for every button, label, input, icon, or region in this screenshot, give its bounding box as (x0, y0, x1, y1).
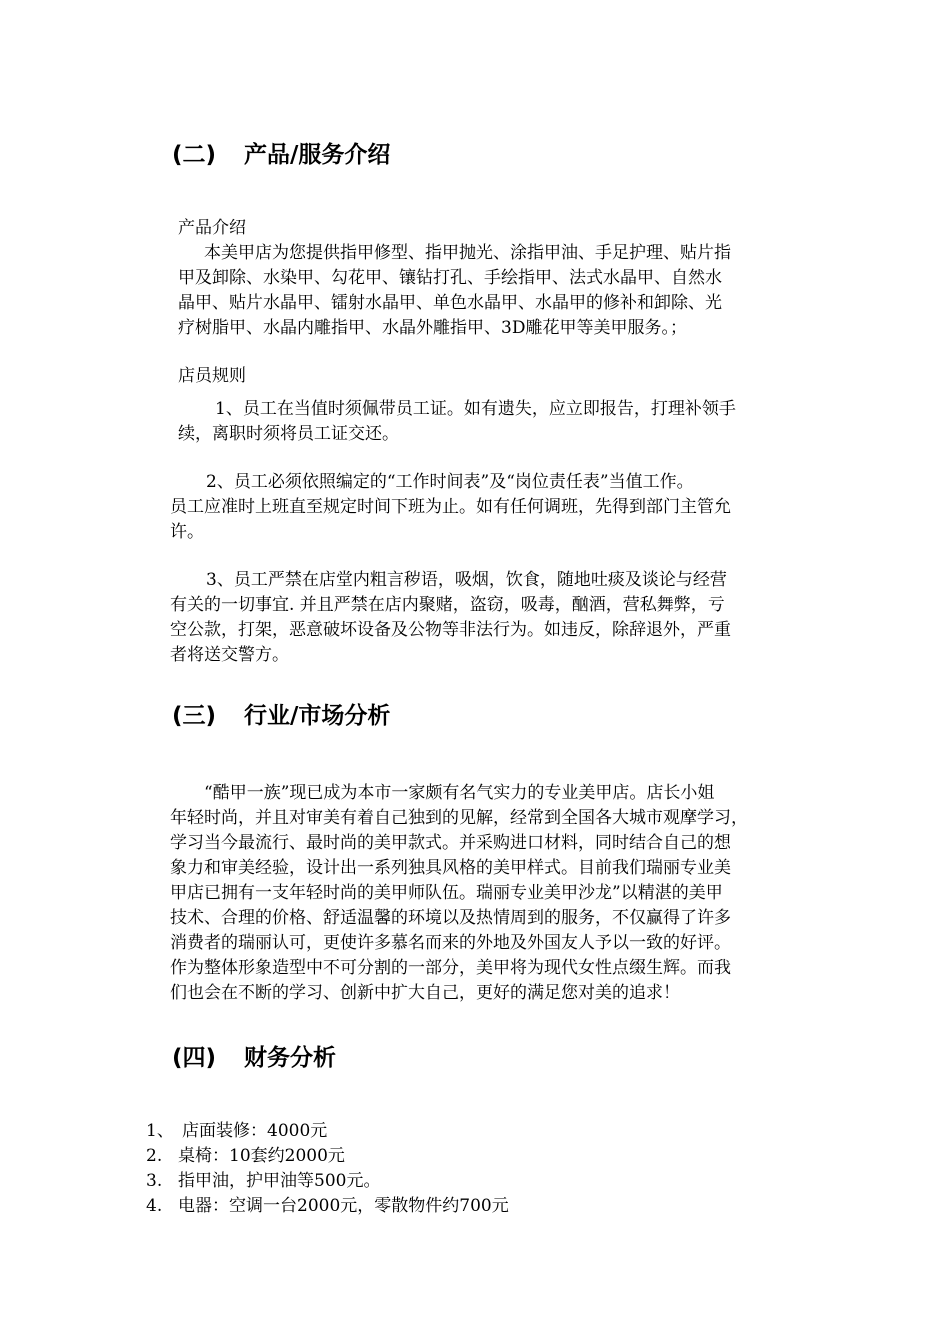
list-item (146, 1144, 345, 1169)
list-number: 3. (146, 1171, 163, 1191)
market-line-8: 作为整体形象造型中不可分割的一部分，美甲将为现代女性点缀生辉。而我 (170, 958, 731, 978)
product-line-2: 甲及卸除、水染甲、勾花甲、镶钻打孔、手绘指甲、法式水晶甲、自然水 (178, 268, 722, 288)
market-line-9: 们也会在不断的学习、创新中扩大自己，更好的满足您对美的追求！ (170, 983, 680, 1003)
list-text: 店面装修：4000元 (182, 1121, 328, 1141)
list-number: 2. (146, 1146, 163, 1166)
product-line-3: 晶甲、贴片水晶甲、镭射水晶甲、单色水晶甲、水晶甲的修补和卸除、光 (178, 293, 722, 313)
list-text: 电器：空调一台2000元，零散物件约700元 (178, 1196, 509, 1216)
list-text: 桌椅：10套约2000元 (178, 1146, 345, 1166)
market-line-4: 象力和审美经验，设计出一系列独具风格的美甲样式。目前我们瑞丽专业美 (170, 858, 731, 878)
market-line-3: 学习当今最流行、最时尚的美甲款式。并采购进口材料，同时结合自己的想 (170, 833, 731, 853)
product-label: 产品介绍 (178, 218, 246, 238)
product-line-1: 本美甲店为您提供指甲修型、指甲抛光、涂指甲油、手足护理、贴片指 (204, 243, 731, 263)
list-item (146, 1119, 327, 1144)
market-line-7: 消费者的瑞丽认可，更使许多慕名而来的外地及外国友人予以一致的好评。 (170, 933, 731, 953)
market-line-6: 技术、合理的价格、舒适温馨的环境以及热情周到的服务，不仅赢得了许多 (170, 908, 731, 928)
section-title: 财务分析 (244, 1045, 336, 1071)
list-number: 1、 (146, 1121, 174, 1141)
rule-1-line-2: 续，离职时须将员工证交还。 (178, 424, 399, 444)
section-heading-finance (172, 1039, 336, 1072)
section-title: 行业/市场分析 (244, 703, 391, 729)
section-title: 产品/服务介绍 (244, 142, 391, 168)
section-heading-market (172, 697, 390, 730)
list-text: 指甲油，护甲油等500元。 (178, 1171, 381, 1191)
list-item (146, 1169, 380, 1194)
market-line-5: 甲店已拥有一支年轻时尚的美甲师队伍。瑞丽专业美甲沙龙”以精湛的美甲 (170, 883, 723, 903)
rule-2-line-1: 2、员工必须依照编定的“工作时间表”及“岗位责任表”当值工作。 (206, 472, 694, 492)
rule-3-line-1: 3、员工严禁在店堂内粗言秽语，吸烟，饮食，随地吐痰及谈论与经营 (206, 570, 727, 590)
rule-3-line-2: 有关的一切事宜. 并且严禁在店内聚赌，盗窃，吸毒，酗酒，营私舞弊，亏 (170, 595, 725, 615)
section-number: (四) (172, 1045, 217, 1071)
list-number: 4. (146, 1196, 163, 1216)
market-line-2: 年轻时尚，并且对审美有着自己独到的见解，经常到全国各大城市观摩学习， (170, 808, 748, 828)
rule-1-line-1: 1、员工在当值时须佩带员工证。如有遗失，应立即报告，打理补领手 (215, 399, 736, 419)
rule-2-line-3: 许。 (170, 522, 204, 542)
section-number: (二) (172, 142, 217, 168)
product-line-4: 疗树脂甲、水晶内雕指甲、水晶外雕指甲、3D雕花甲等美甲服务。； (178, 318, 687, 338)
section-number: (三) (172, 703, 217, 729)
rule-3-line-4: 者将送交警方。 (170, 645, 289, 665)
list-item (146, 1194, 509, 1219)
section-heading-products (172, 136, 390, 169)
rule-2-line-2: 员工应准时上班直至规定时间下班为止。如有任何调班，先得到部门主管允 (170, 497, 731, 517)
rule-3-line-3: 空公款，打架，恶意破坏设备及公物等非法行为。如违反，除辞退外，严重 (170, 620, 731, 640)
market-line-1: “酷甲一族”现已成为本市一家颇有名气实力的专业美甲店。店长小姐 (204, 783, 715, 803)
rules-label: 店员规则 (178, 366, 246, 386)
